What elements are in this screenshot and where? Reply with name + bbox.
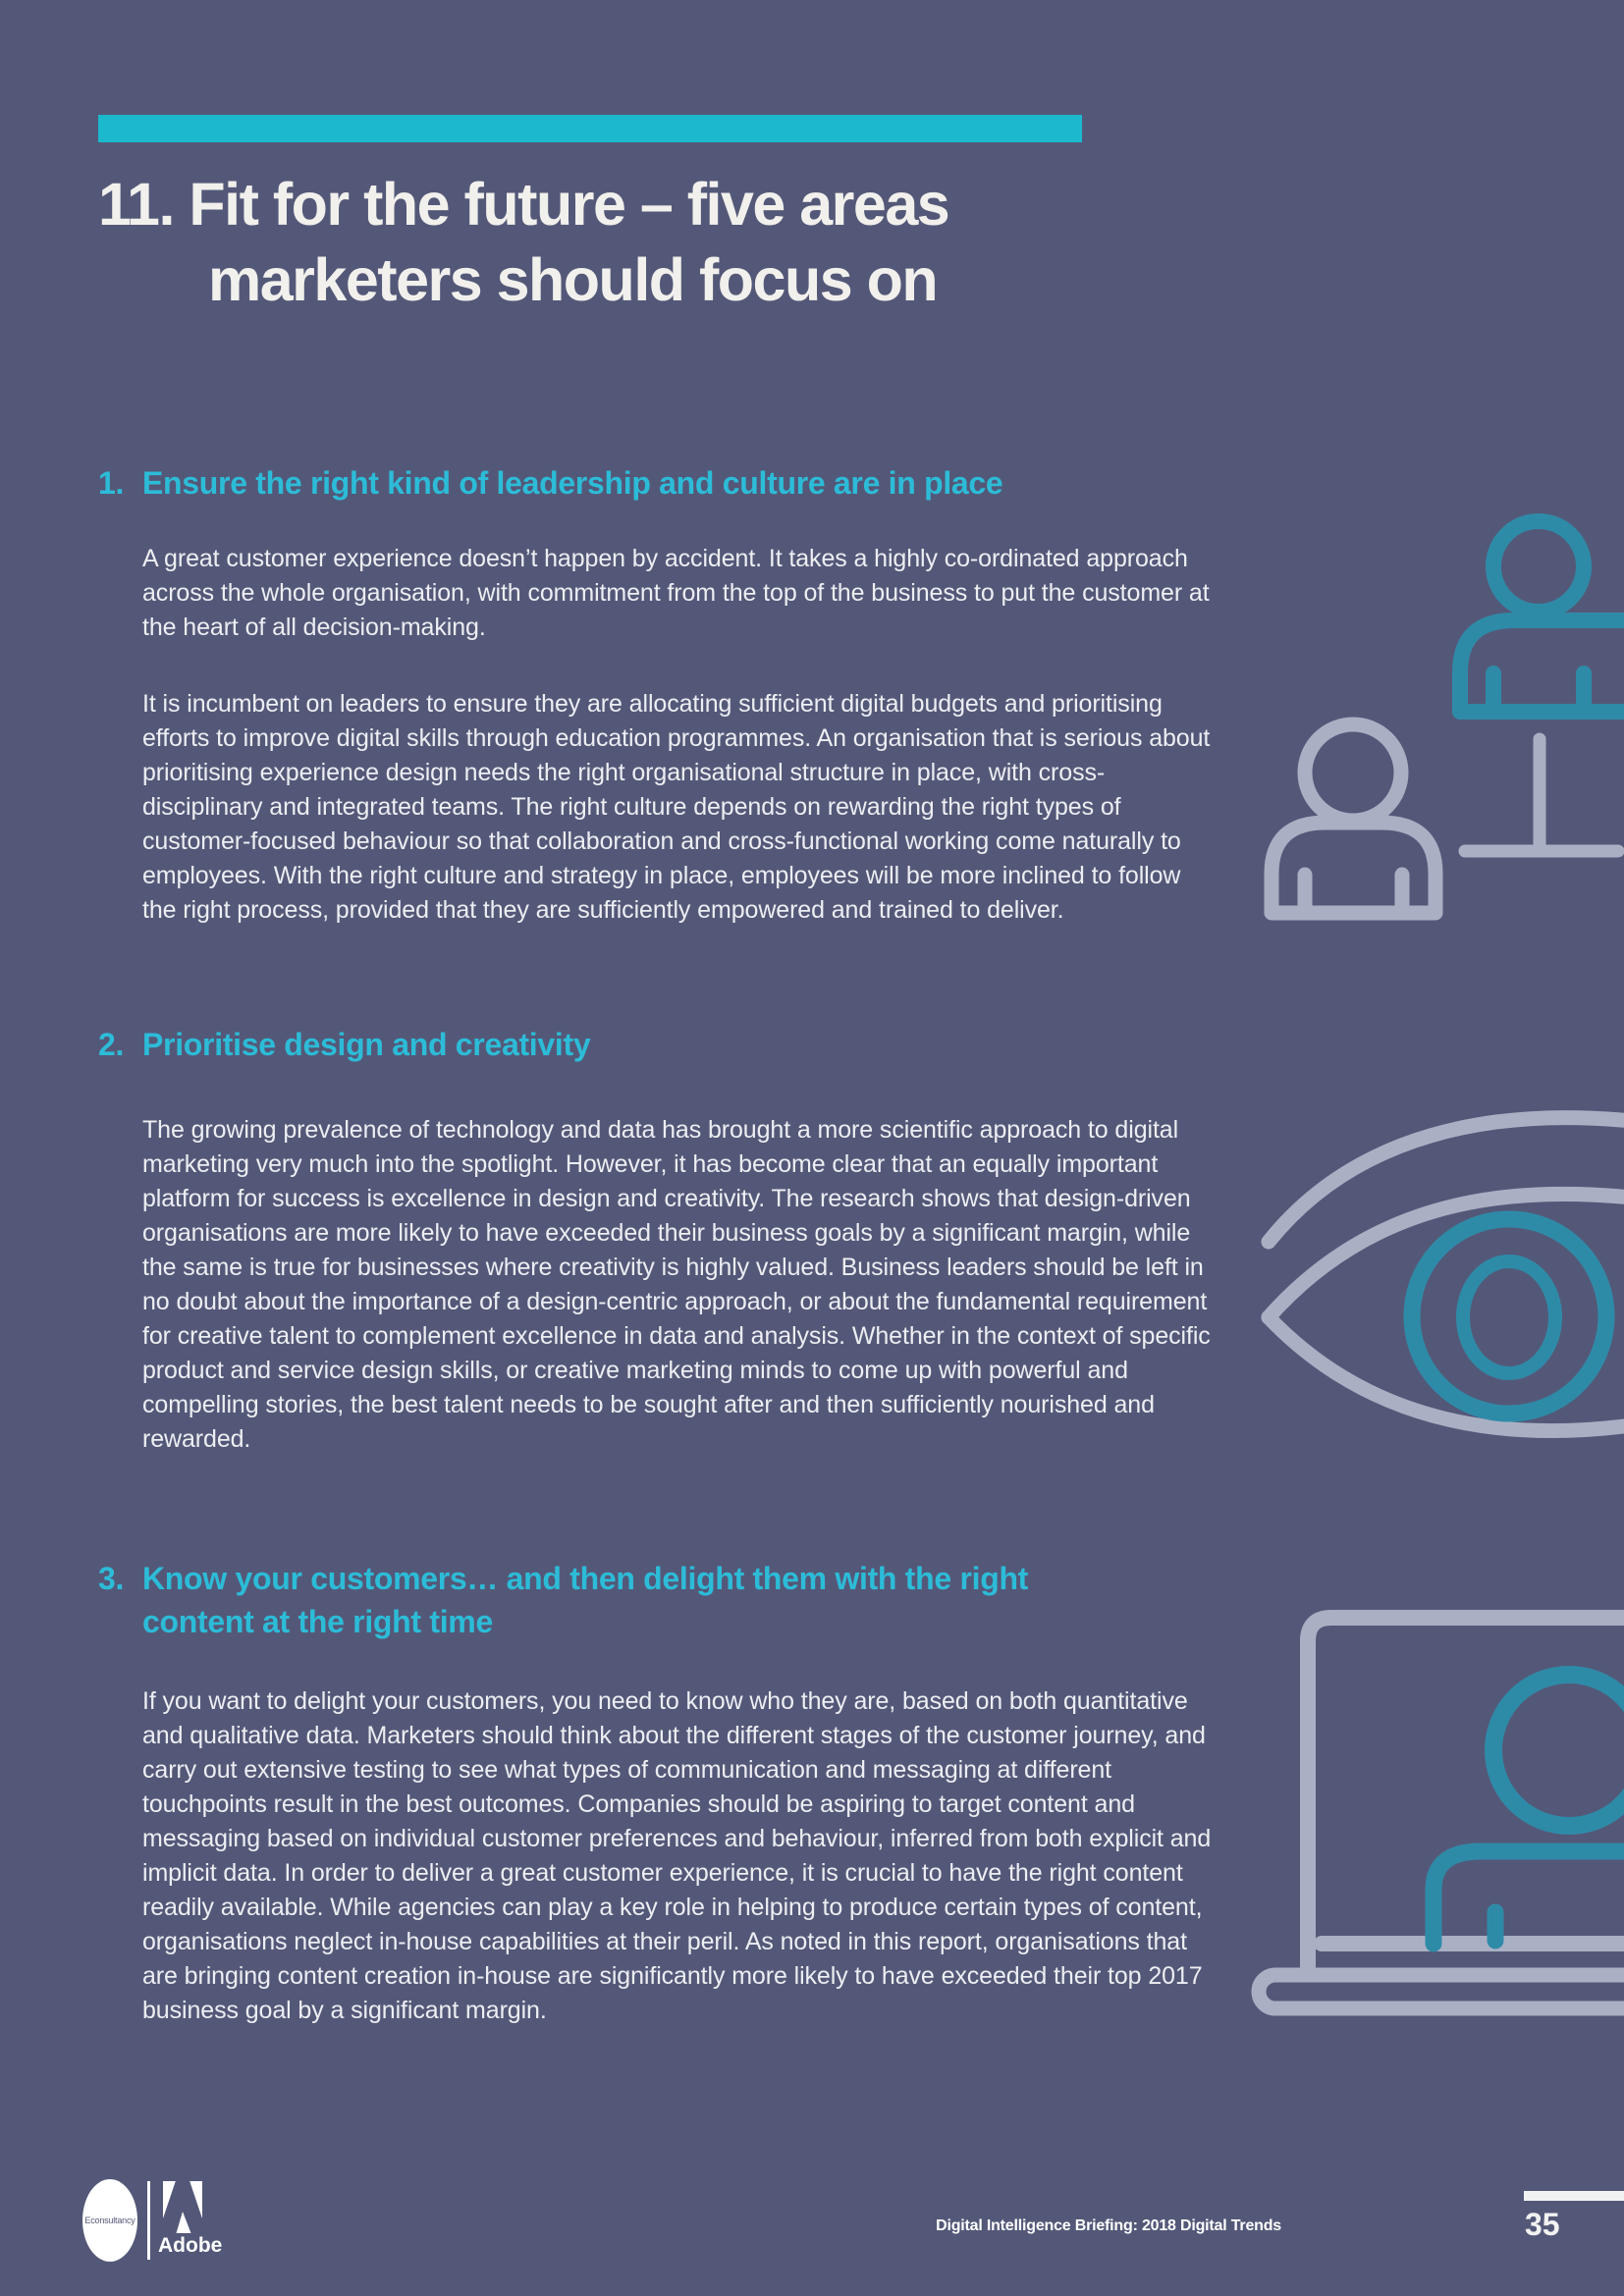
section-2-paragraph-1: The growing prevalence of technology and data has brought a more scientific approach to digital marketing very much into the spotlight. However, it has become clear that an equally important platform for success is excellence in design and creativity. The research shows that design-driven organisations are more likely to have exceeded their business goals by a significant margin, while the same is true for businesses where creativity is highly valued. Business leaders should be left in no doubt about the importance of a design-centric approach, or about the fundamental requirement for creative talent to complement excellence in data and analysis. Whether in the context of specific product and service design skills, or creative marketing minds to come up with powerful and compelling stories, the best talent needs to be sought after and then sufficiently nourished and rewarded. — [142, 1116, 1211, 1453]
team-org-chart-icon — [1247, 510, 1624, 923]
laptop-person-icon — [1247, 1600, 1624, 2022]
adobe-logo-icon — [163, 2181, 202, 2233]
section-2-heading-line1: Prioritise design and creativity — [142, 1027, 591, 1062]
econsultancy-logo — [82, 2179, 137, 2262]
section-1-paragraph-1: A great customer experience doesn’t happen by accident. It takes a highly co-ordinated approach across the whole organisation, with commitment from the top of the business to put the customer at the heart of all decision-making. — [142, 545, 1210, 641]
section-3-number: 3. — [98, 1561, 125, 1596]
page-title-line2: marketers should focus on — [208, 246, 938, 313]
page-title-line1: 11. Fit for the future – five areas — [98, 171, 949, 238]
eye-icon — [1247, 1099, 1624, 1472]
section-3-heading-line2: content at the right time — [142, 1604, 493, 1639]
page-number: 35 — [1525, 2207, 1560, 2242]
page-number-bar — [1524, 2191, 1624, 2201]
section-3-paragraph-1: If you want to delight your customers, you need to know who they are, based on both quantitative and qualitative data. Marketers should think about the different stages of the customer journey, and carry out extensive testing to see what types of communication and messaging at different touchpoints result in the best outcomes. Companies should be aspiring to target content and messaging based on individual customer preferences and behaviour, inferred from both explicit and implicit data. In order to deliver a great customer experience, it is crucial to have the right content readily available. While agencies can play a key role in helping to produce certain types of content, organisations neglect in-house capabilities at their peril. As noted in this report, organisations that are bringing content creation in-house are significantly more likely to have exceeded their top 2017 business goal by a significant margin. — [142, 1687, 1212, 2024]
section-1-heading-line1: Ensure the right kind of leadership and culture are in place — [142, 465, 1003, 501]
econsultancy-logo-label: Econsultancy — [84, 2216, 135, 2225]
section-3-heading-line1: Know your customers… and then delight them with the right — [142, 1561, 1029, 1596]
section-1-number: 1. — [98, 465, 125, 501]
adobe-wordmark: Adobe — [158, 2234, 223, 2257]
title-accent-bar — [98, 115, 1082, 142]
section-2-heading — [98, 1023, 1237, 1066]
footer-divider — [147, 2181, 150, 2260]
section-1-heading — [98, 461, 1237, 505]
footer-report-title: Digital Intelligence Briefing: 2018 Digital Trends — [936, 2217, 1281, 2234]
section-1-paragraph-2: It is incumbent on leaders to ensure they are allocating sufficient digital budgets and prioritising efforts to improve digital skills through education programmes. An organisation that is serious about prioritising experience design needs the right organisational structure in place, with cross-disciplinary and integrated teams. The right culture depends on rewarding the right types of customer-focused behaviour so that collaboration and cross-functional working come naturally to employees. With the right culture and strategy in place, employees will be more inclined to follow the right process, provided that they are sufficiently empowered and trained to deliver. — [142, 690, 1211, 924]
section-3-heading — [98, 1557, 1237, 1643]
page-title — [98, 167, 948, 318]
section-2-number: 2. — [98, 1027, 125, 1062]
